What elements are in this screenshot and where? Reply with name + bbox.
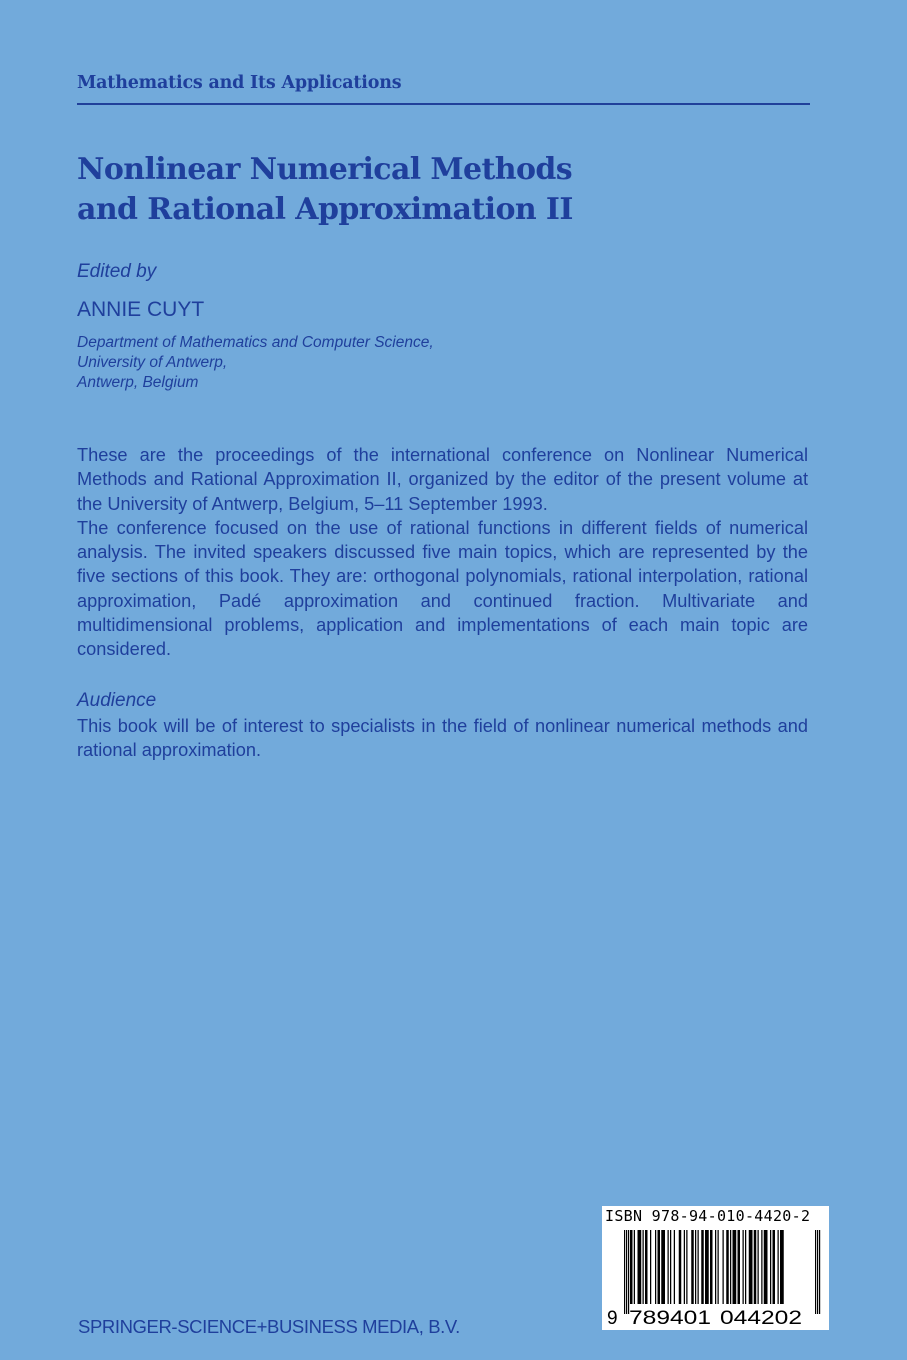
barcode-guard-bar	[817, 1230, 818, 1314]
series-name: Mathematics and Its Applications	[77, 73, 402, 93]
barcode-guard-bar	[819, 1230, 820, 1314]
affiliation-line-1: Department of Mathematics and Computer Science,	[77, 334, 434, 351]
barcode-bar	[778, 1230, 779, 1304]
barcode-bar	[705, 1230, 709, 1304]
barcode-bar	[638, 1230, 642, 1304]
barcode-bar	[780, 1230, 784, 1304]
barcode-bar	[733, 1230, 737, 1304]
barcode-bar	[715, 1230, 716, 1304]
barcode-bar	[634, 1230, 635, 1304]
publisher-name: SPRINGER-SCIENCE+BUSINESS MEDIA, B.V.	[78, 1316, 460, 1337]
barcode-bar	[770, 1230, 771, 1304]
affiliation-line-3: Antwerp, Belgium	[77, 374, 199, 391]
barcode-bar	[668, 1230, 669, 1304]
description-paragraph-1: These are the proceedings of the international conference on Nonlinear Numerical Methods and Rational Approximation II, organized by the editor of the present volume at the University of Antwerp, Belgium, 5–11 September 1993.	[77, 445, 808, 514]
barcode-bar	[718, 1230, 719, 1304]
barcode-bar	[695, 1230, 696, 1304]
barcode-bar	[686, 1230, 687, 1304]
barcode-digit-first: 9	[607, 1308, 618, 1329]
barcode-guard-bar	[815, 1230, 816, 1314]
description-paragraph-2: The conference focused on the use of rational functions in different fields of numerical analysis. The invited speakers discussed five main topics, which are represented by the five sections of this book. They are: orthogonal polynomials, rational interpolation, rational approximation, Padé approximation and continued fraction. Multivariate and multidimensional problems, application and implementations of each main topic are considered.	[77, 517, 808, 660]
barcode-bar	[738, 1230, 741, 1304]
barcode-bar	[743, 1230, 744, 1304]
barcode-bar	[658, 1230, 661, 1304]
barcode-bar	[745, 1230, 746, 1304]
barcode-bar	[655, 1230, 656, 1304]
book-title-line-1: Nonlinear Numerical Methods	[77, 152, 573, 187]
barcode-digits-left: 789401	[629, 1308, 711, 1329]
editor-name: ANNIE CUYT	[77, 298, 205, 321]
barcode-bar	[698, 1230, 699, 1304]
barcode-bar	[645, 1230, 648, 1304]
barcode-guard-bar	[628, 1230, 629, 1314]
barcode-bar	[726, 1230, 729, 1304]
barcode-bars	[624, 1230, 820, 1314]
barcode-bar	[749, 1230, 753, 1304]
book-description	[77, 443, 808, 662]
barcode-bar	[670, 1230, 671, 1304]
barcode-bar	[643, 1230, 644, 1304]
barcode-bar	[730, 1230, 731, 1304]
barcode-bar	[650, 1230, 651, 1304]
barcode-bar	[691, 1230, 694, 1304]
book-title	[77, 150, 573, 230]
isbn-label: ISBN 978-94-010-4420-2	[605, 1207, 811, 1225]
barcode-bar	[723, 1230, 724, 1304]
isbn-barcode	[602, 1206, 829, 1330]
barcode-bar	[701, 1230, 704, 1304]
barcode-bar	[679, 1230, 682, 1304]
audience-heading: Audience	[77, 690, 157, 711]
editor-affiliation	[77, 333, 434, 393]
barcode-bar	[754, 1230, 757, 1304]
barcode-bar	[674, 1230, 675, 1304]
barcode-bar	[630, 1230, 633, 1304]
barcode-bar	[761, 1230, 762, 1304]
barcode-bar	[773, 1230, 776, 1304]
barcode-digits-right: 044202	[720, 1308, 802, 1329]
barcode-guard-bar	[624, 1230, 625, 1314]
barcode-bar	[764, 1230, 768, 1304]
audience-text: This book will be of interest to specialists in the field of nonlinear numerical methods and rational approximation.	[77, 716, 808, 761]
series-divider	[77, 103, 810, 105]
barcode-bar	[661, 1230, 665, 1304]
barcode-bar	[758, 1230, 759, 1304]
barcode-bar	[684, 1230, 685, 1304]
affiliation-line-2: University of Antwerp,	[77, 354, 228, 371]
edited-by-label: Edited by	[77, 261, 157, 282]
barcode-bar	[710, 1230, 713, 1304]
barcode-guard-bar	[626, 1230, 627, 1314]
book-title-line-2: and Rational Approximation II	[77, 192, 573, 227]
